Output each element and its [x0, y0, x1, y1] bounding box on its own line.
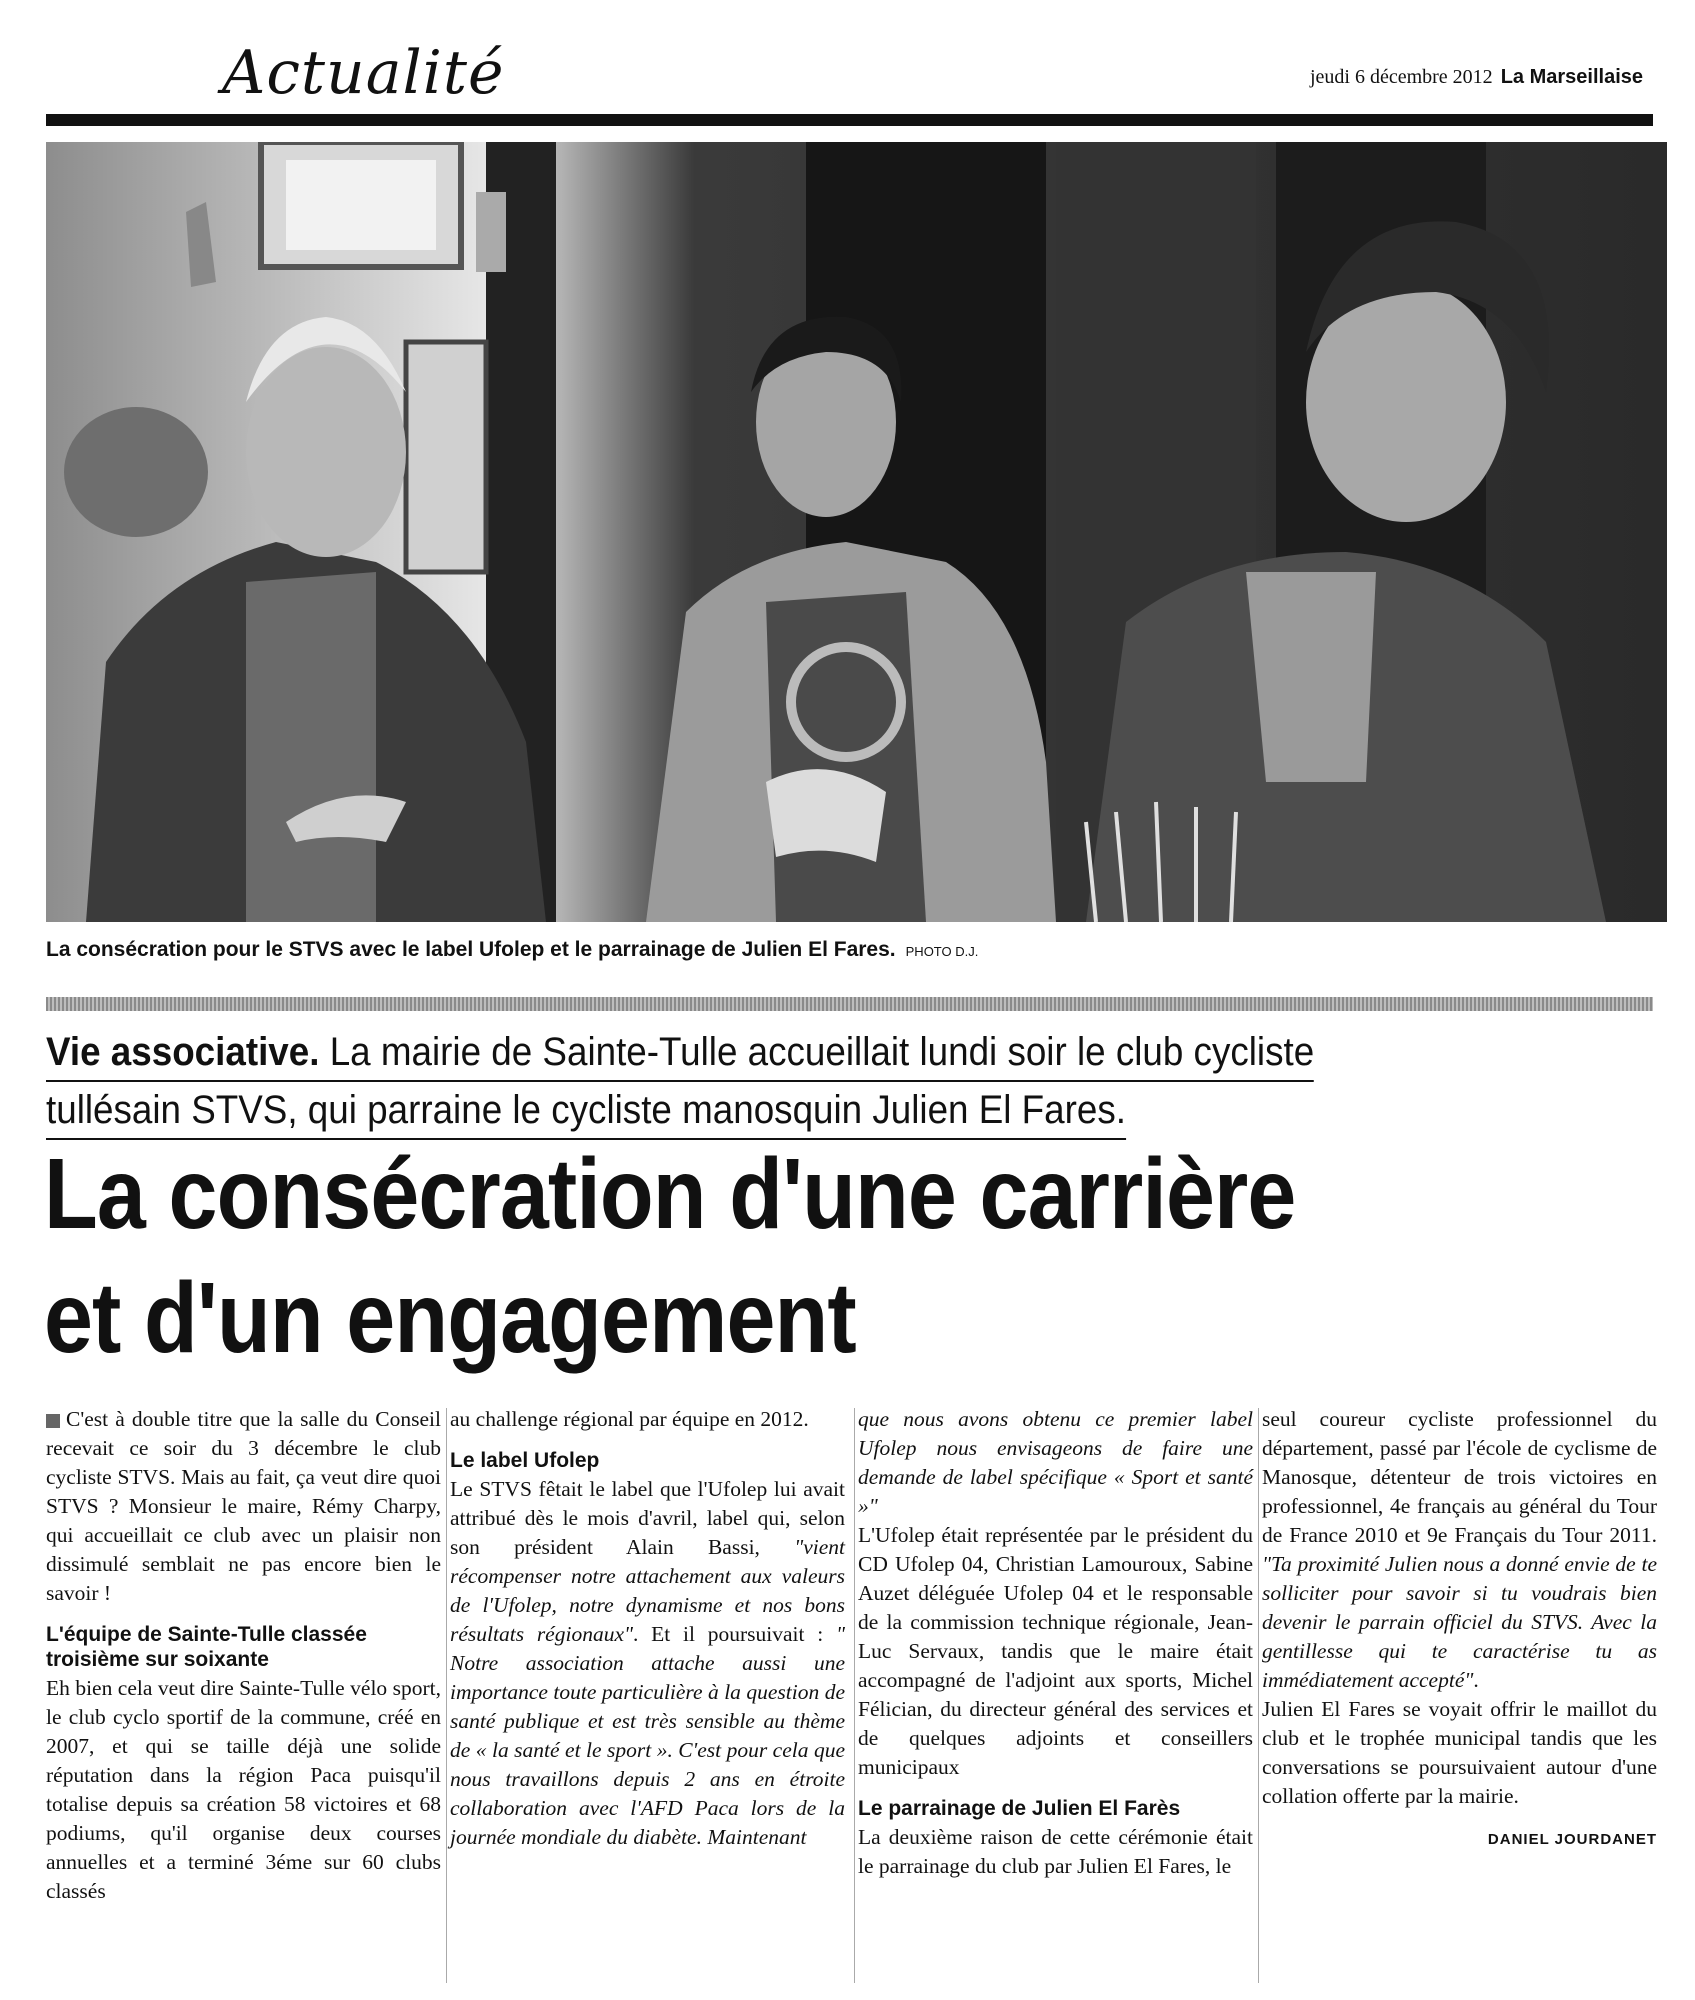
photo-credit: PHOTO D.J. [905, 944, 979, 959]
lead-square-icon [46, 1414, 60, 1428]
subheading: Le parrainage de Julien El Farès [858, 1797, 1181, 1820]
paragraph [1262, 1405, 1657, 1695]
quote: que nous avons obtenu ce premier label Ufolep nous envisageons de faire une demande de label spécifique « Sport et santé »" [858, 1407, 1253, 1518]
column-divider [446, 1408, 447, 1983]
paragraph-text: . Et il poursuivait : [633, 1622, 836, 1646]
headline-line-2: et d'un engagement [44, 1262, 856, 1374]
paragraph: La deuxième raison de cette cérémonie était le parrainage du club par Julien El Fares, le [858, 1825, 1253, 1878]
kicker-lead: Vie associative. [46, 1030, 320, 1074]
paragraph-text: Le STVS fêtait le label que l'Ufolep lui avait attribué dès le mois d'avril, label qui, selon son président Alain Bassi, [450, 1477, 845, 1559]
kicker-line-1 [46, 1024, 1314, 1082]
dateline [1310, 66, 1643, 89]
paragraph: au challenge régional par équipe en 2012. [450, 1407, 809, 1431]
kicker-line-1-text: La mairie de Sainte-Tulle accueillait lundi soir le club cycliste [319, 1030, 1315, 1074]
article-column-4 [1262, 1405, 1657, 1854]
caption-text: La consécration pour le STVS avec le label Ufolep et le parrainage de Julien El Fares. [46, 938, 896, 961]
paragraph [46, 1405, 441, 1608]
column-divider [1258, 1408, 1259, 1983]
quote: "vient récompenser notre attachement aux valeurs de l'Ufolep, notre dynamisme et nos bons résultats régionaux" [450, 1535, 845, 1646]
subheading: Le label Ufolep [450, 1449, 600, 1472]
photo-caption [46, 938, 978, 962]
author-signature: DANIEL JOURDANET [1487, 1831, 1657, 1848]
paragraph [858, 1405, 1253, 1521]
quote: "Ta proximité Julien nous a donné envie de te solliciter pour savoir si tu voudrais bien devenir le parrain officiel du STVS. Avec la gentillesse qui te caractérise tu as immédiatement accepté" [1262, 1552, 1657, 1692]
column-divider [854, 1408, 855, 1983]
paragraph-text: seul coureur cycliste professionnel du département, passé par l'école de cyclisme de Manosque, détenteur de trois victoires en professionnel, 4e français au général du Tour de France 2010 et 9e Français du Tour 2011. [1262, 1407, 1657, 1547]
article-column-2 [450, 1405, 845, 1852]
subheading: L'équipe de Sainte-Tulle classée troisième sur soixante [46, 1623, 367, 1671]
paragraph: Eh bien cela veut dire Sainte-Tulle vélo sport, le club cyclo sportif de la commune, créé en 2007, et qui se taille déjà une solide réputation dans la région Paca puisqu'il totalise depuis sa création 58 victoires et 68 podiums, qu'il organise deux courses annuelles et a terminé 3éme sur 60 clubs classés [46, 1676, 441, 1903]
article-photo [46, 142, 1667, 922]
paragraph-text: C'est à double titre que la salle du Conseil recevait ce soir du 3 décembre le club cycliste STVS. Mais au fait, ça veut dire quoi STVS ? Monsieur le maire, Rémy Charpy, qui accueillait ce club avec un plaisir non dissimulé semblait ne pas encore bien le savoir ! [46, 1407, 441, 1605]
headline-line-1: La consécration d'une carrière [44, 1138, 1296, 1250]
section-rubric: Actualité [222, 38, 505, 108]
kicker-line-2: tullésain STVS, qui parraine le cycliste manosquin Julien El Fares. [46, 1082, 1126, 1140]
header-rule [46, 114, 1653, 126]
kicker [46, 1024, 1536, 1140]
paragraph: Julien El Fares se voyait offrir le maillot du club et le trophée municipal tandis que les conversations se poursuivaient autour d'une collation offerte par la mairie. [1262, 1697, 1657, 1808]
photo-illustration [46, 142, 1667, 922]
quote: " Notre association attache aussi une importance toute particulière à la question de santé publique et est très sensible au thème de « la santé et le sport ». C'est pour cela que nous travaillons depuis 2 ans en étroite collaboration avec l'AFD Paca lors de la journée mondiale du diabète. Maintenant [450, 1622, 845, 1849]
headline [44, 1132, 1540, 1380]
newspaper-name: La Marseillaise [1500, 66, 1643, 88]
issue-date: jeudi 6 décembre 2012 [1309, 66, 1493, 88]
section-divider [46, 997, 1653, 1011]
article-column-3 [858, 1405, 1253, 1881]
paragraph [450, 1475, 845, 1852]
paragraph-text: . [1473, 1668, 1479, 1692]
paragraph: L'Ufolep était représentée par le président du CD Ufolep 04, Christian Lamouroux, Sabine Auzet déléguée Ufolep 04 et le responsable de la commission technique régionale, Jean-Luc Servaux, tandis que le maire était accompagné de l'adjoint aux sports, Michel Félician, du directeur général des services et de quelques adjoints et conseillers municipaux [858, 1523, 1253, 1779]
article-column-1 [46, 1405, 441, 1906]
